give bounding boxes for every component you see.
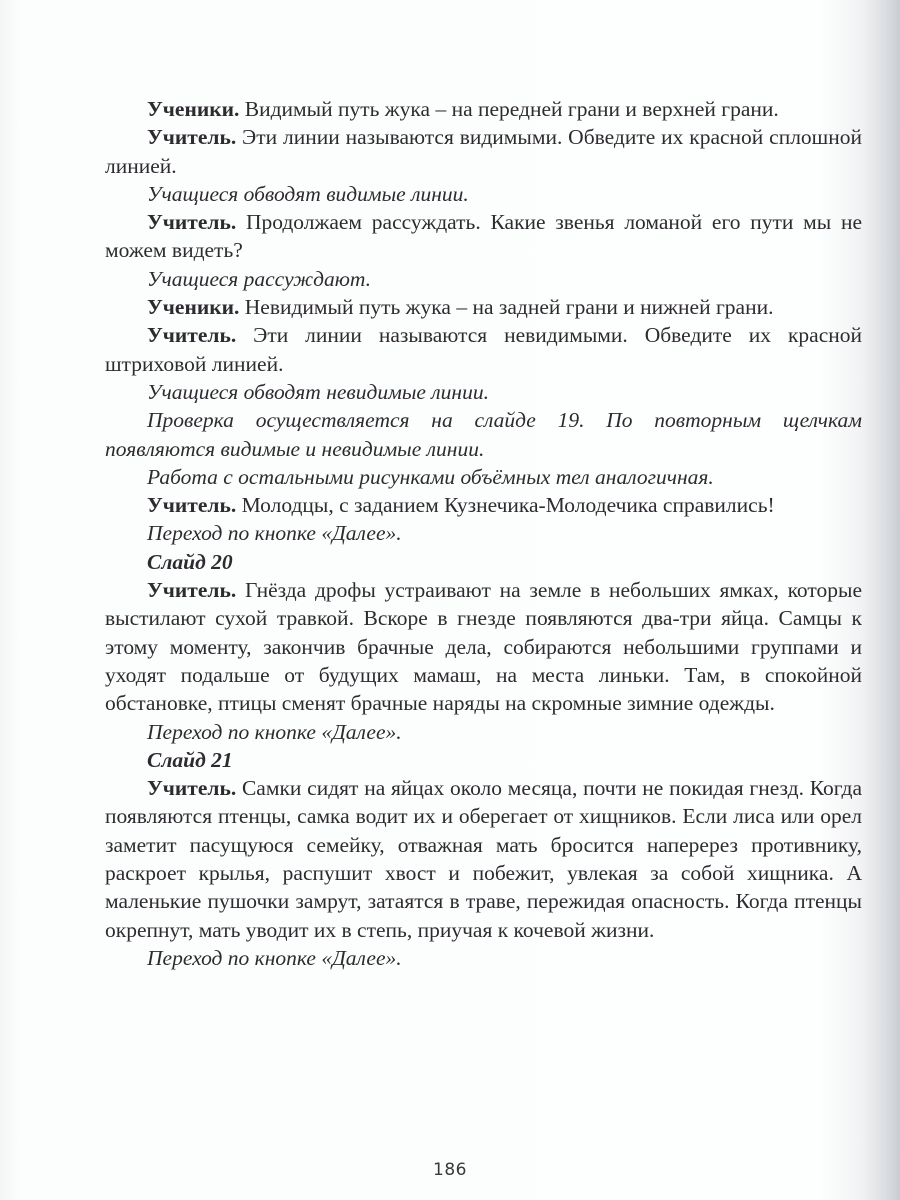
slide-heading: Слайд 20 (147, 549, 233, 574)
speaker-label: Ученики. (147, 295, 240, 320)
speaker-label: Учитель. (147, 776, 237, 801)
speech-paragraph (105, 208, 862, 265)
speech-text: Видимый путь жука – на передней грани и верхней грани. (239, 97, 779, 121)
slide-heading: Слайд 21 (147, 747, 233, 772)
stage-note: Проверка осуществляется на слайде 19. По повторным щелчкам появляются видимые и невидимые линии. (105, 408, 862, 461)
speech-text: Гнёзда дрофы устраивают на земле в небольших ямках, которые выстилают сухой травкой. Вскоре в гнезде появляются два-три яйца. Самцы к этому моменту, закончив брачные дела, собираются небольшими группами и уходят подальше от будущих мамаш, на места линьки. Там, в спокойной обстановке, птицы сменят брачные наряды на скромные зимние одежды. (105, 578, 862, 716)
speech-paragraph (105, 321, 862, 378)
speaker-label: Учитель. (147, 493, 237, 518)
stage-note: Переход по кнопке «Далее». (147, 521, 402, 546)
speech-text: Самки сидят на яйцах около месяца, почти не покидая гнезд. Когда появляются птенцы, самка водит их и оберегает от хищников. Если лиса или орел заметит пасущуюся семейку, отважная мать бросится наперерез противнику, раскроет крылья, распушит хвост и побежит, увлекая за собой хищника. А маленькие пушочки замрут, затаятся в траве, пережидая опасность. Когда птенцы окрепнут, мать уводит их в степь, приучая к кочевой жизни. (105, 776, 862, 942)
speech-text: Невидимый путь жука – на задней грани и нижней грани. (239, 295, 774, 320)
speech-text: Молодцы, с заданием Кузнечика-Молодечика справились! (236, 493, 775, 518)
speech-text: Эти линии называются видимыми. Обведите их красной сплошной линией. (105, 125, 862, 178)
stage-note: Учащиеся рассуждают. (147, 266, 372, 291)
speaker-label: Учитель. (147, 578, 237, 603)
stage-note: Переход по кнопке «Далее». (147, 719, 402, 744)
speaker-label: Учитель. (147, 210, 237, 235)
speech-paragraph (105, 293, 862, 321)
speech-text: Продолжаем рассуждать. Какие звенья ломаной его пути мы не можем видеть? (105, 210, 862, 263)
stage-note: Работа с остальными рисунками объёмных тел аналогичная. (147, 464, 714, 489)
speaker-label: Учитель. (147, 323, 237, 348)
speech-paragraph (105, 491, 862, 519)
speech-paragraph (105, 95, 862, 123)
speech-paragraph (105, 123, 862, 180)
page-text (105, 95, 862, 972)
speaker-label: Учитель. (147, 125, 237, 150)
speaker-label: Ученики. (147, 97, 240, 121)
page-number: 186 (433, 1160, 467, 1180)
speech-paragraph (105, 576, 862, 717)
stage-note: Переход по кнопке «Далее». (147, 945, 402, 970)
speech-paragraph (105, 774, 862, 944)
stage-note: Учащиеся обводят невидимые линии. (147, 379, 489, 404)
stage-note: Учащиеся обводят видимые линии. (147, 181, 469, 206)
speech-text: Эти линии называются невидимыми. Обведите их красной штриховой линией. (105, 323, 862, 376)
